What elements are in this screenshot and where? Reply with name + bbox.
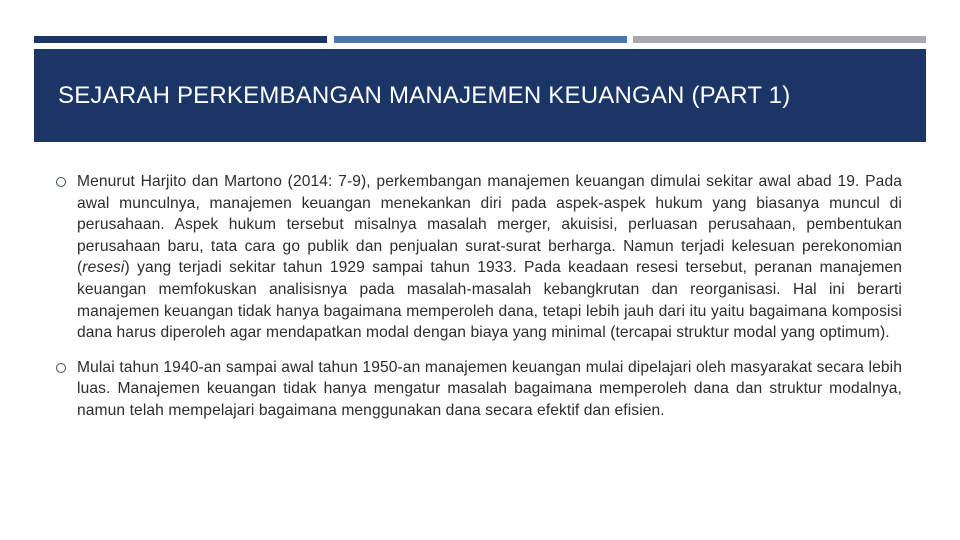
bullet-text: Mulai tahun 1940-an sampai awal tahun 1950-an manajemen keuangan mulai dipelajari oleh masyarakat secara lebih luas. Manajemen keuangan tidak hanya mengatur masalah bagaimana memperoleh dana dan struktur modalnya, namun telah mempelajari bagaimana menggunakan dana secara efektif dan efisien. (77, 358, 902, 419)
circle-bullet-icon (56, 177, 66, 187)
accent-bar-navy (34, 36, 327, 43)
bullet-text-part: ) yang terjadi sekitar tahun 1929 sampai tahun 1933. Pada keadaan resesi tersebut, peranan manajemen keuangan memfokuskan analisisnya pada masalah-masalah kebangkrutan dan reorganisasi. Hal ini berarti manajemen keuangan tidak hanya bagaimana memperoleh dana, tetapi lebih jauh dari itu yaitu bagaimana komposisi dana harus diperoleh agar mendapatkan modal dengan biaya yang minimal (tercapai struktur modal yang optimum). (77, 259, 902, 342)
accent-bar-blue (334, 36, 627, 43)
title-banner (34, 49, 926, 142)
bullet-text-part: Menurut Harjito dan Martono (2014: 7-9), perkembangan manajemen keuangan dimulai sekitar awal abad 19. Pada awal munculnya, manajemen keuangan menekankan diri pada aspek-aspek hukum yang biasanya muncul di perusahaan. Aspek hukum tersebut misalnya masalah merger, akuisisi, perluasan perusahaan, pembentukan perusahaan baru, tata cara go publik dan penjualan surat-surat berharga. Namun terjadi kelesuan perekonomian ( (77, 173, 902, 277)
bullet-item (56, 171, 902, 344)
slide-title: SEJARAH PERKEMBANGAN MANAJEMEN KEUANGAN (PART 1) (58, 81, 791, 109)
bullet-item (56, 357, 902, 422)
slide-content (56, 171, 902, 435)
bullet-text (77, 171, 902, 344)
italic-term: resesi (82, 259, 125, 277)
circle-bullet-icon (56, 363, 66, 373)
accent-bar-gray (633, 36, 926, 43)
